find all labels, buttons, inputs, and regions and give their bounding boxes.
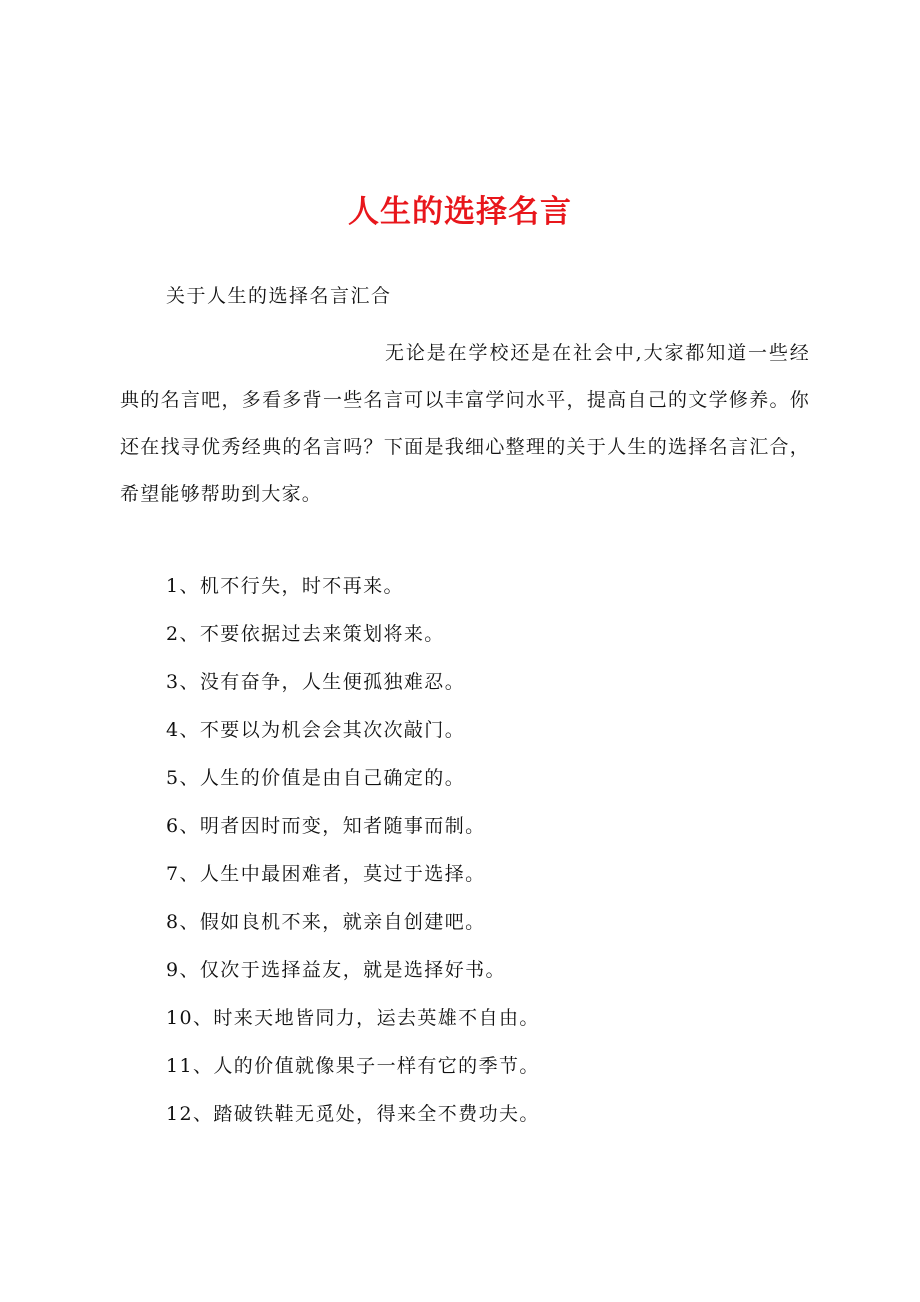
quote-list (166, 566, 540, 1142)
document-title: 人生的选择名言 (348, 194, 572, 230)
quote-item-3: 3、没有奋争，人生便孤独难忍。 (166, 671, 466, 693)
quote-item-1: 1、机不行失，时不再来。 (166, 575, 404, 597)
quote-item-7: 7、人生中最困难者，莫过于选择。 (166, 863, 486, 885)
quote-item-12: 12、踏破铁鞋无觅处，得来全不费功夫。 (166, 1103, 540, 1125)
document-subtitle: 关于人生的选择名言汇合 (166, 285, 392, 307)
quote-item-11: 11、人的价值就像果子一样有它的季节。 (166, 1055, 540, 1077)
intro-paragraph: 无论是在学校还是在社会中,大家都知道一些经典的名言吧，多看多背一些名言可以丰富学问水平，提高自己的文学修养。你还在找寻优秀经典的名言吗？下面是我细心整理的关于人生的选择名言汇合，希望能够帮助到大家。 (120, 342, 810, 505)
quote-item-4: 4、不要以为机会会其次次敲门。 (166, 719, 466, 741)
quote-item-9: 9、仅次于选择益友，就是选择好书。 (166, 959, 506, 981)
quote-item-10: 10、时来天地皆同力，运去英雄不自由。 (166, 1007, 540, 1029)
quote-item-6: 6、明者因时而变，知者随事而制。 (166, 815, 486, 837)
quote-item-5: 5、人生的价值是由自己确定的。 (166, 767, 466, 789)
quote-item-2: 2、不要依据过去来策划将来。 (166, 623, 445, 645)
quote-item-8: 8、假如良机不来，就亲自创建吧。 (166, 911, 486, 933)
